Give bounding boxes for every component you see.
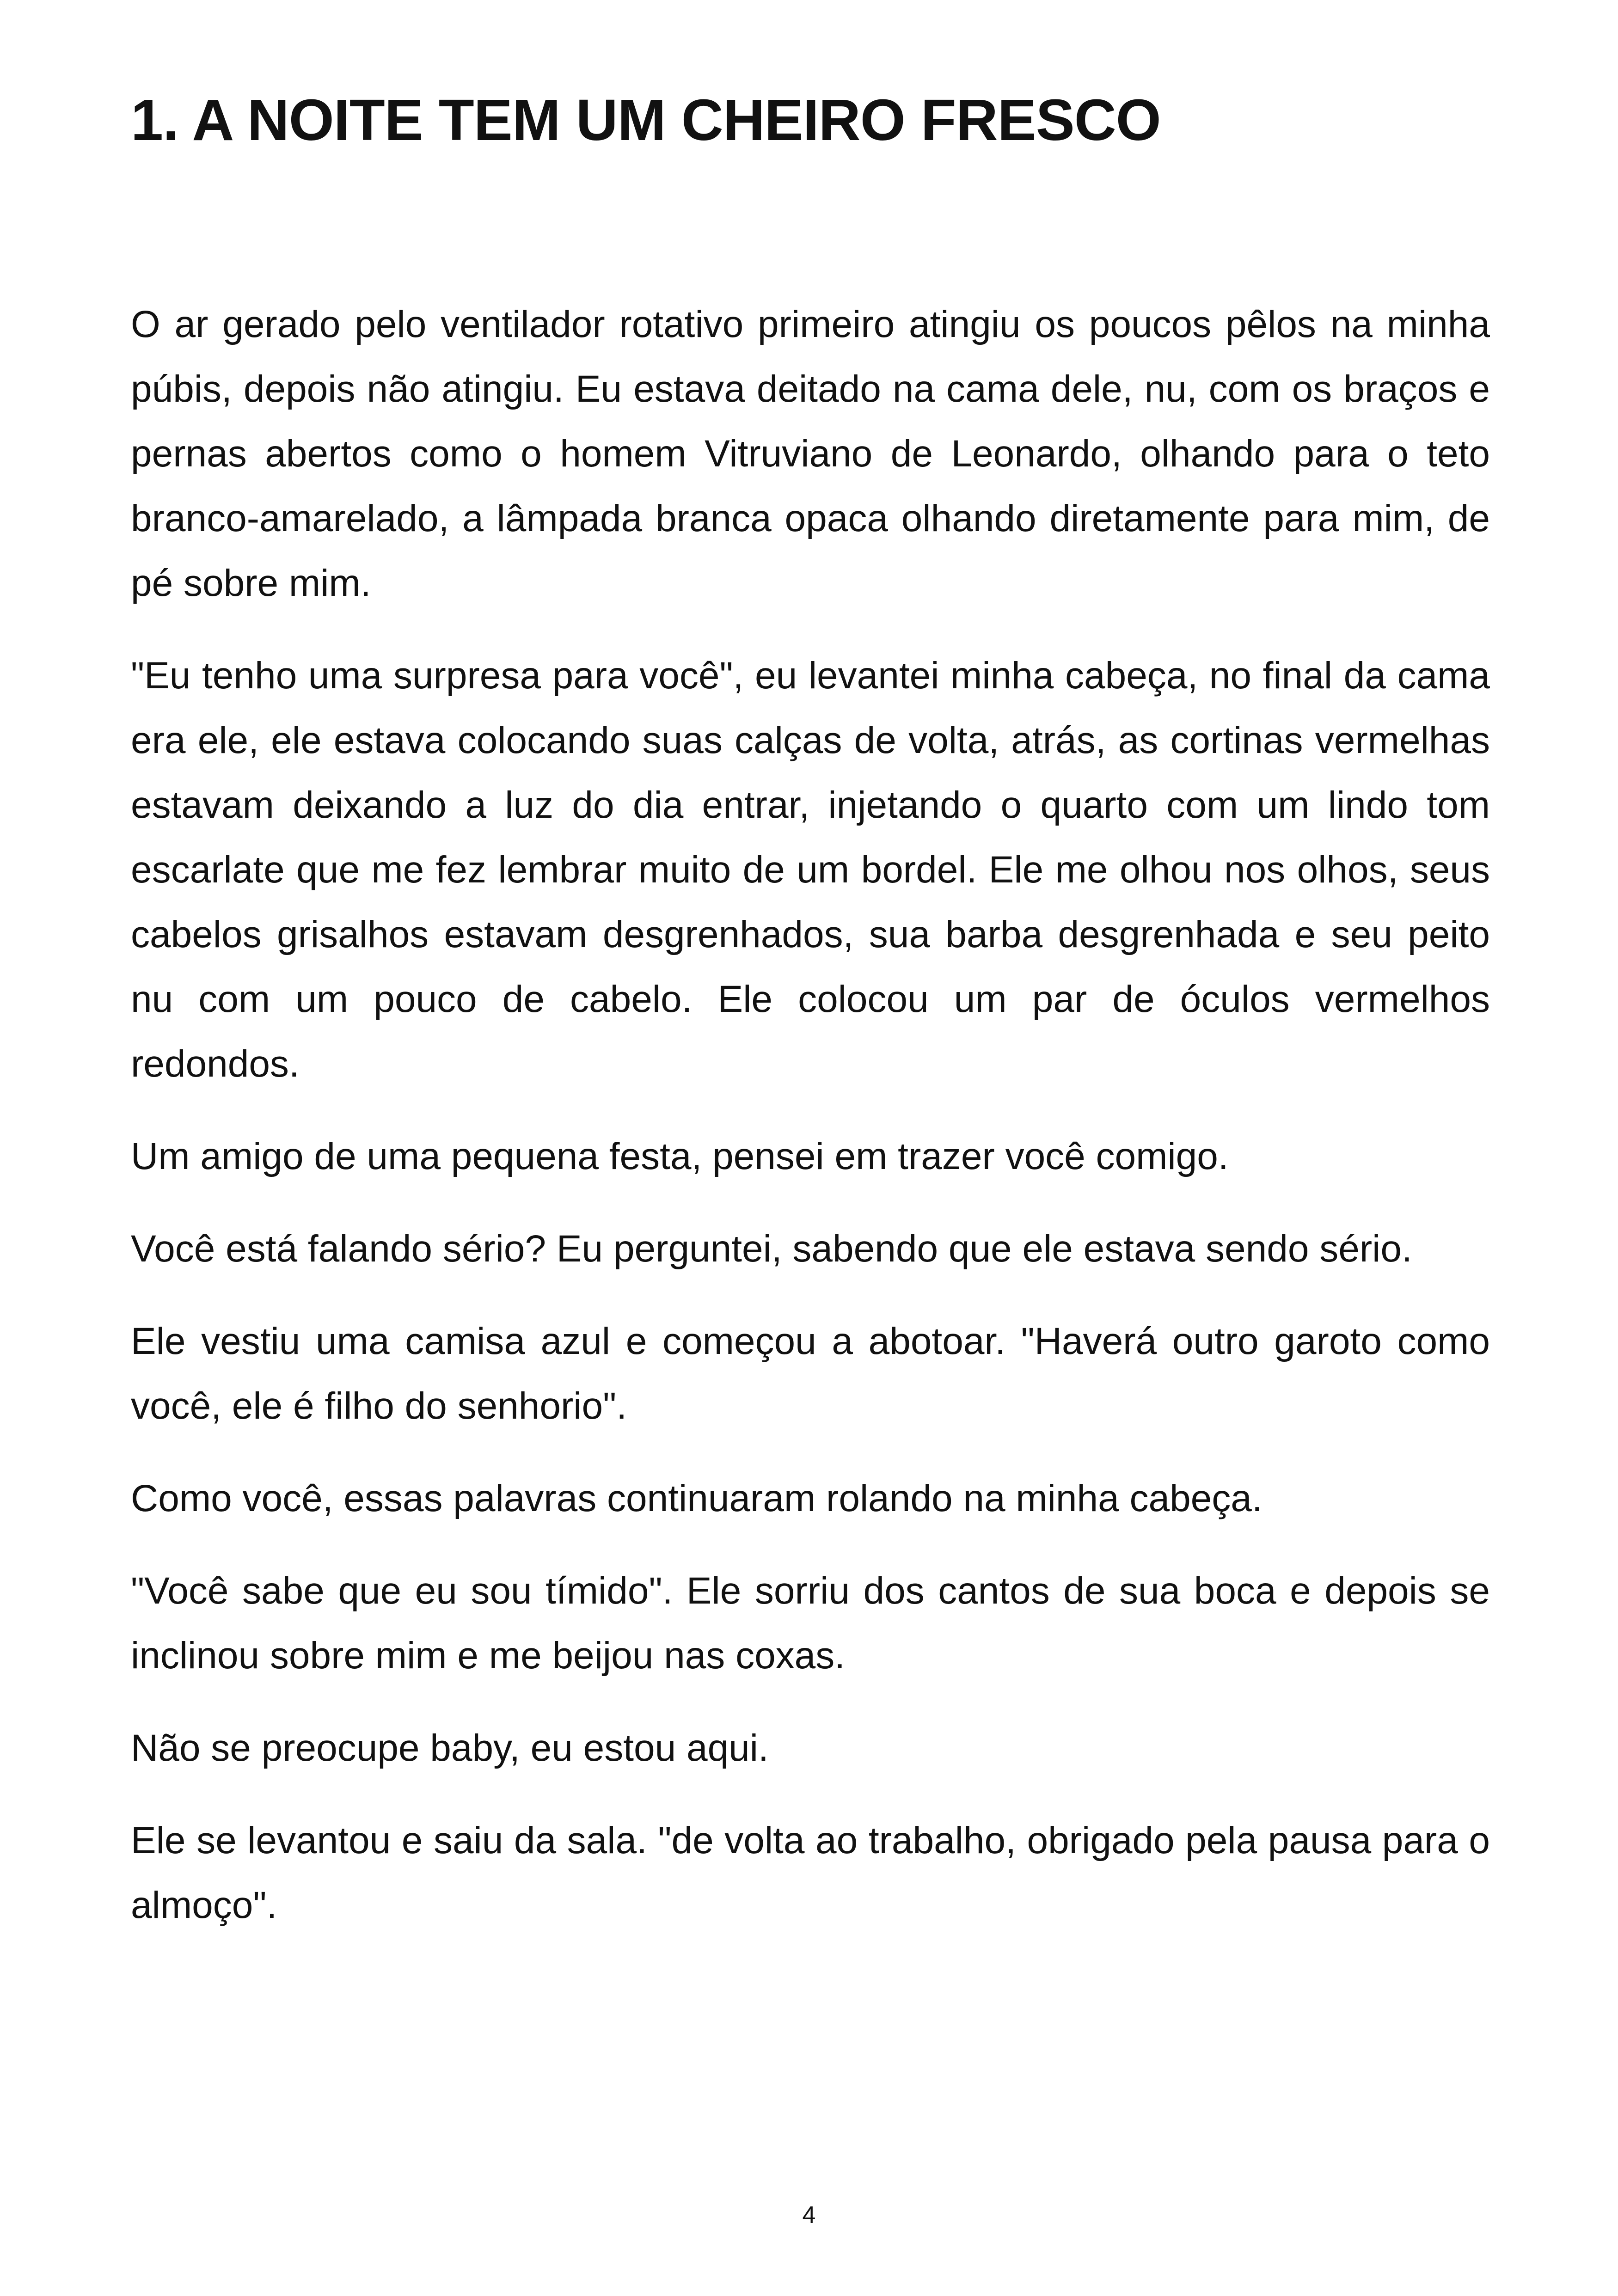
paragraph: Um amigo de uma pequena festa, pensei em trazer você comigo.: [131, 1135, 1229, 1177]
paragraph: Você está falando sério? Eu perguntei, sabendo que ele estava sendo sério.: [131, 1228, 1412, 1270]
paragraph: Não se preocupe baby, eu estou aqui.: [131, 1727, 769, 1769]
paragraph: "Você sabe que eu sou tímido". Ele sorriu dos cantos de sua boca e depois se inclinou sobre mim e me beijou nas coxas.: [131, 1570, 1490, 1677]
page-number: 4: [802, 2202, 816, 2229]
body-text: [131, 292, 1490, 1965]
chapter-title: 1. A NOITE TEM UM CHEIRO FRESCO: [131, 87, 1161, 153]
paragraph: Ele vestiu uma camisa azul e começou a abotoar. "Haverá outro garoto como você, ele é filho do senhorio".: [131, 1320, 1490, 1427]
paragraph: O ar gerado pelo ventilador rotativo primeiro atingiu os poucos pêlos na minha púbis, depois não atingiu. Eu estava deitado na cama dele, nu, com os braços e pernas abertos como o homem Vitruviano de Leonardo, olhando para o teto branco-amarelado, a lâmpada branca opaca olhando diretamente para mim, de pé sobre mim.: [131, 303, 1490, 604]
paragraph: Ele se levantou e saiu da sala. "de volta ao trabalho, obrigado pela pausa para o almoço".: [131, 1819, 1490, 1926]
paragraph: Como você, essas palavras continuaram rolando na minha cabeça.: [131, 1477, 1263, 1519]
paragraph: "Eu tenho uma surpresa para você", eu levantei minha cabeça, no final da cama era ele, ele estava colocando suas calças de volta, atrás, as cortinas vermelhas estavam deixando a luz do dia entrar, injetando o quarto com um lindo tom escarlate que me fez lembrar muito de um bordel. Ele me olhou nos olhos, seus cabelos grisalhos estavam desgrenhados, sua barba desgrenhada e seu peito nu com um pouco de cabelo. Ele colocou um par de óculos vermelhos redondos.: [131, 655, 1490, 1085]
